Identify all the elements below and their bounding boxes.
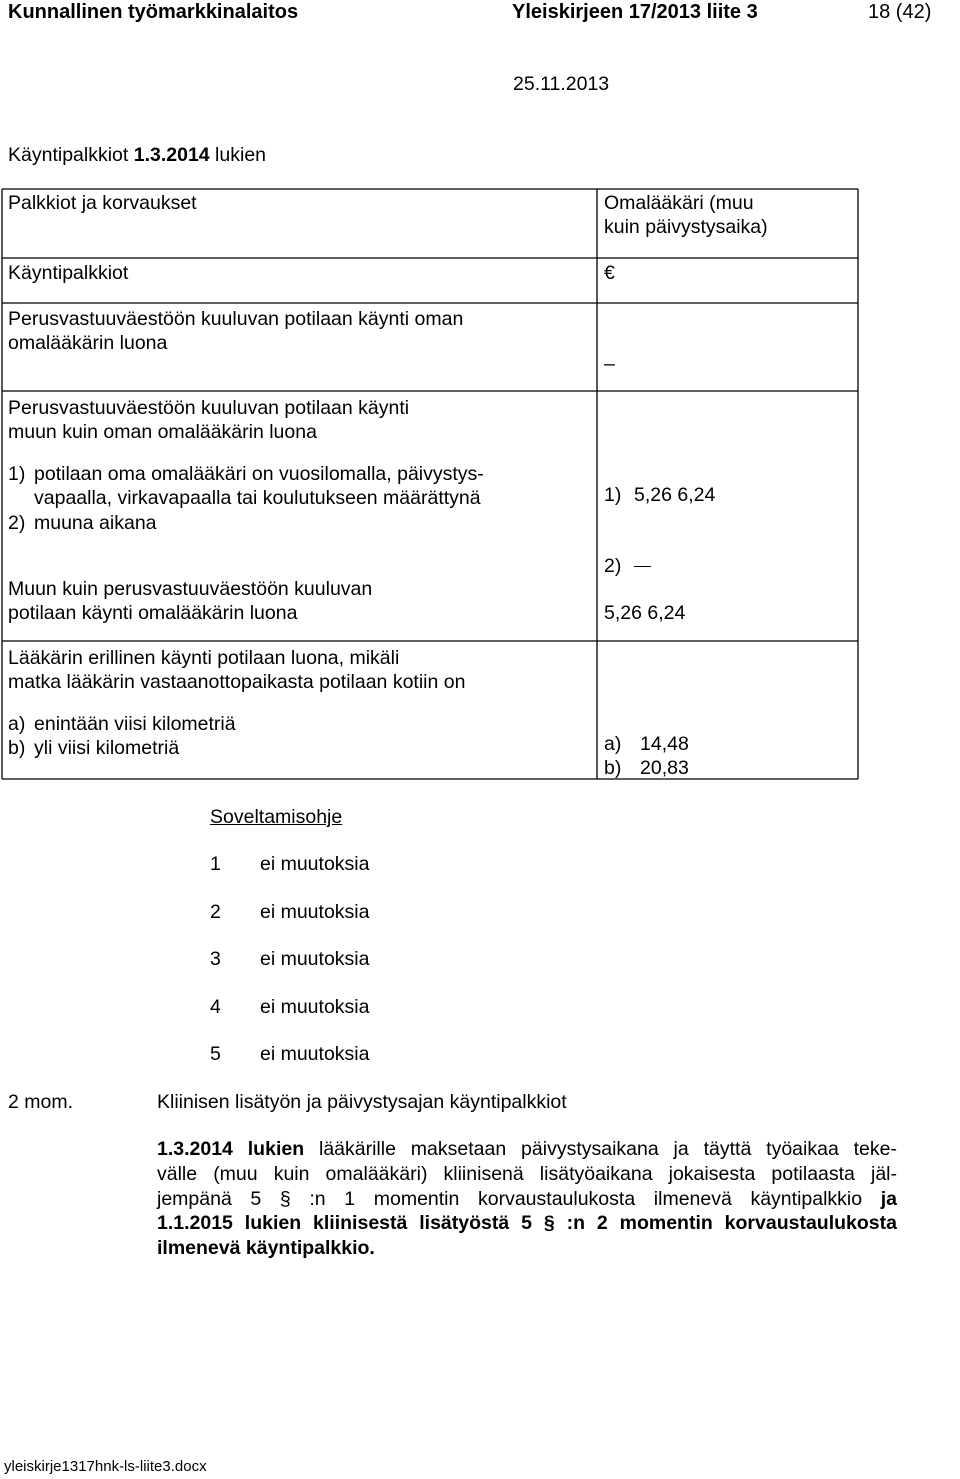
table-row1-label bbox=[8, 307, 463, 356]
guidance-item-num: 3 bbox=[210, 948, 221, 970]
guidance-item-text: ei muutoksia bbox=[260, 901, 370, 923]
section-title-date: 1.3.2014 bbox=[133, 144, 210, 166]
table-row2-value1 bbox=[604, 483, 715, 507]
table-row4-values bbox=[604, 732, 689, 781]
table-col1-header: Palkkiot ja korvaukset bbox=[8, 192, 197, 214]
table-currency: € bbox=[604, 262, 615, 284]
guidance-item-text: ei muutoksia bbox=[260, 948, 370, 970]
table-row1-line1: Perusvastuuväestöön kuuluvan potilaan käynti oman bbox=[8, 308, 464, 330]
table-col2-header-line2: kuin päivystysaika) bbox=[604, 216, 768, 239]
table-row3-line2: potilaan käynti omalääkärin luona bbox=[8, 602, 298, 625]
table-row1-line2: omalääkärin luona bbox=[8, 332, 168, 355]
table-row4-a-value: 14,48 bbox=[640, 733, 689, 755]
header-doc-ref: Yleiskirjeen 17/2013 liite 3 bbox=[512, 1, 758, 23]
guidance-item-num: 1 bbox=[210, 853, 221, 875]
table-row2-item1-line2: vapaalla, virkavapaalla tai koulutukseen määrättynä bbox=[34, 487, 481, 510]
table-row2-value1-num: 1) bbox=[604, 484, 622, 506]
guidance-item bbox=[210, 852, 369, 876]
table-row2-item1-line1: potilaan oma omalääkäri on vuosilomalla, päivystys- bbox=[34, 463, 484, 485]
mom2-line1 bbox=[157, 1137, 897, 1162]
mom2-paragraph bbox=[157, 1137, 897, 1261]
section-title-prefix: Käyntipalkkiot bbox=[8, 144, 134, 166]
table-row4-a-label: a) bbox=[8, 713, 26, 735]
guidance-item bbox=[210, 947, 369, 971]
mom2-line4: 1.1.2015 lukien kliinisestä lisätyöstä 5 § :n 2 momentin korvaustaulukosta bbox=[157, 1212, 897, 1235]
guidance-item-num: 4 bbox=[210, 996, 221, 1018]
table-section-label: Käyntipalkkiot bbox=[8, 262, 129, 284]
header-page: 18 (42) bbox=[868, 1, 932, 23]
mom2-line5: ilmenevä käyntipalkkio. bbox=[157, 1237, 375, 1259]
table-row4-a-text: enintään viisi kilometriä bbox=[34, 713, 236, 735]
table-col2-header-line1: Omalääkäri (muu bbox=[604, 192, 754, 214]
table-row4-b-value: 20,83 bbox=[640, 757, 689, 780]
table-row2-item2-text: muuna aikana bbox=[34, 511, 157, 534]
mom2-line3 bbox=[157, 1187, 897, 1212]
table-row2-value1-amount: 5,26 6,24 bbox=[634, 484, 716, 506]
table-row2-label bbox=[8, 396, 409, 445]
table-row2-line1: Perusvastuuväestöön kuuluvan potilaan käynti bbox=[8, 397, 410, 419]
mom2-label: 2 mom. bbox=[8, 1091, 74, 1113]
table-row3-line1: Muun kuin perusvastuuväestöön kuuluvan bbox=[8, 578, 373, 600]
guidance-item-num: 2 bbox=[210, 901, 221, 923]
guidance-item-text: ei muutoksia bbox=[260, 1043, 370, 1065]
table-row2-line2: muun kuin oman omalääkärin luona bbox=[8, 421, 317, 444]
mom2-line2: välle (muu kuin omalääkäri) kliinisenä lisätyöaikana jokaisesta potilaasta jäl- bbox=[157, 1162, 897, 1185]
table-row4-a-value-label: a) bbox=[604, 733, 622, 755]
header-date: 25.11.2013 bbox=[513, 73, 610, 95]
guidance-item bbox=[210, 1042, 369, 1066]
guidance-item-text: ei muutoksia bbox=[260, 853, 370, 875]
mom2-title: Kliinisen lisätyön ja päivystysajan käyntipalkkiot bbox=[157, 1091, 567, 1113]
table-row2-value2 bbox=[604, 554, 651, 578]
table-row4-b-text: yli viisi kilometriä bbox=[34, 737, 180, 760]
table-row4-options bbox=[8, 712, 236, 761]
mom2-line1-rest: lääkärille maksetaan päivystysaikana ja täyttä työaikaa teke- bbox=[304, 1138, 897, 1160]
table-row2-item1 bbox=[8, 462, 484, 535]
table-row2-item1-num: 1) bbox=[8, 463, 26, 485]
guidance-title: Soveltamisohje bbox=[210, 806, 343, 828]
header-org: Kunnallinen työmarkkinalaitos bbox=[8, 1, 299, 23]
table-row2-value2-num: 2) bbox=[604, 555, 622, 577]
guidance-item bbox=[210, 995, 369, 1019]
table-row4-label bbox=[8, 646, 465, 695]
mom2-line1-bold: 1.3.2014 lukien bbox=[157, 1138, 305, 1160]
table-col2-header bbox=[604, 191, 768, 240]
guidance-item-text: ei muutoksia bbox=[260, 996, 370, 1018]
mom2-line3-bold: ja bbox=[880, 1187, 897, 1210]
table-row4-b-label: b) bbox=[8, 737, 26, 760]
table-row4-b-value-label: b) bbox=[604, 757, 622, 780]
table-row3-value: 5,26 6,24 bbox=[604, 602, 686, 624]
mom2-line3-text: jempänä 5 § :n 1 momentin korvaustaulukosta ilmenevä käyntipalkkio bbox=[157, 1187, 881, 1210]
table-row4-line2: matka lääkärin vastaanottopaikasta potilaan kotiin on bbox=[8, 671, 466, 694]
section-title-suffix: lukien bbox=[209, 144, 267, 166]
guidance-item bbox=[210, 900, 369, 924]
table-row3-label bbox=[8, 577, 372, 626]
table-row2-item2-num: 2) bbox=[8, 511, 26, 534]
guidance-item-num: 5 bbox=[210, 1043, 221, 1065]
table-row4-line1: Lääkärin erillinen käynti potilaan luona, mikäli bbox=[8, 647, 400, 669]
table-row1-value: – bbox=[604, 353, 615, 375]
footer-filename: yleiskirje1317hnk-ls-liite3.docx bbox=[4, 1458, 207, 1475]
dash-mark bbox=[634, 566, 651, 567]
